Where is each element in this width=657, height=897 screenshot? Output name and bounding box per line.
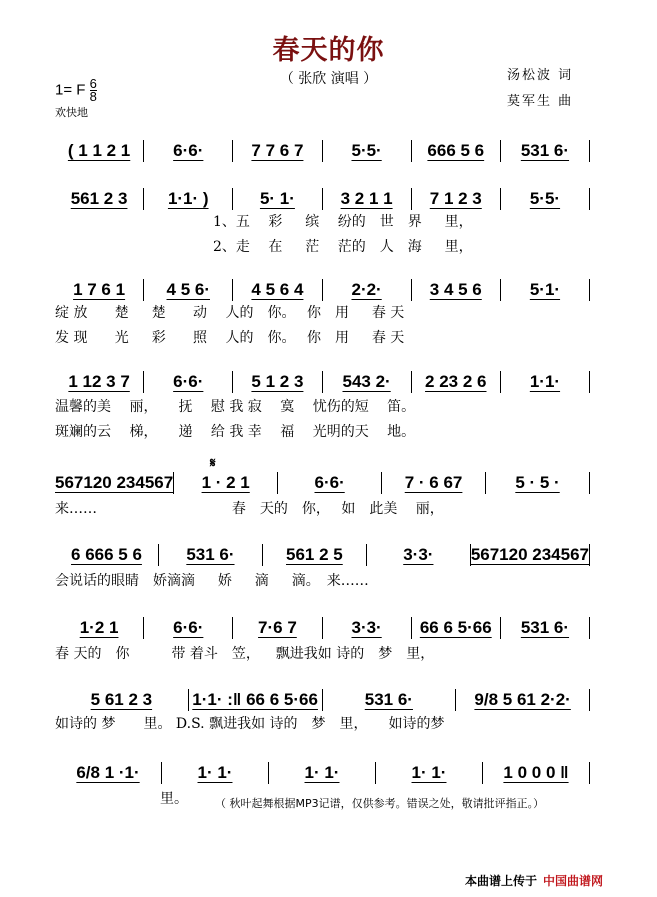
measure: 6·6· [173, 618, 204, 637]
song-title: 春天的你 [272, 35, 385, 66]
measure: 1· 1· [197, 763, 233, 782]
time-signature [90, 78, 97, 103]
time-bottom: 8 [89, 89, 97, 104]
lyric-line: 会说话的眼睛 娇滴滴 娇 滴 滴。 来…… [55, 573, 369, 589]
measure: 6·6· [173, 372, 204, 391]
measure: 1·1· ) [167, 189, 209, 208]
barline [589, 544, 590, 566]
lyric-line: 发 现 光 彩 照 人的 你。 你 用 春 天 [55, 330, 405, 346]
measure: 9/8 5 61 2·2· [474, 690, 571, 709]
measure: 6·6· [173, 141, 204, 160]
lyric-line: 2、走 在 茫 茫的 人 海 里， [213, 239, 473, 255]
lyric-line: 温馨的美 丽， 抚 慰 我 寂 寞 忧伤的短 笛。 [55, 399, 416, 415]
measure: 531 6· [364, 690, 413, 709]
measure: 1·1· :‖ 66 6 5·66 [192, 690, 318, 709]
measure: 6/8 1 ·1· [76, 763, 140, 782]
tempo-marking: 欢快地 [55, 106, 88, 119]
singer: （ 张欣 演唱 ） [279, 71, 378, 87]
measure: 3 4 5 6 [429, 280, 482, 299]
notation-row [55, 140, 590, 162]
measure: 7·6 7 [258, 618, 297, 637]
measure: 3·3· [403, 545, 434, 564]
measure: 1·2 1 [79, 618, 119, 637]
lyric-line: 春 天的 你 带 着斗 笠， 飘进我如 诗的 梦 里， [55, 646, 435, 662]
lyric-line: 斑斓的云 梯， 递 给 我 幸 福 光明的天 地。 [55, 424, 416, 440]
measure: 7 7 6 7 [251, 141, 304, 160]
measure: 5·1· [529, 280, 561, 299]
notation-row [55, 279, 590, 301]
barline [589, 689, 590, 711]
measure: 543 2· [342, 372, 391, 391]
barline [589, 140, 590, 162]
notation-row [55, 689, 590, 711]
measure: 5·5· [529, 189, 561, 208]
measure: 6 666 5 6 [71, 545, 142, 564]
measure: 4 5 6 4 [251, 280, 304, 299]
barline [589, 371, 590, 393]
notation-row [55, 188, 590, 210]
measure: 1 12 3 7 [68, 372, 130, 391]
measure: 531 6· [186, 545, 235, 564]
site-logo[interactable]: 中国曲谱网 [543, 874, 604, 888]
measure: 66 6 5·66 [419, 618, 492, 637]
lyric-line: 绽 放 楚 楚 动 人的 你。 你 用 春 天 [55, 305, 405, 321]
measure: 531 6· [520, 141, 570, 160]
measure: ( 1 1 2 1 [67, 141, 131, 160]
footnote: （ 秋叶起舞根据MP3记谱，仅供参考。错误之处，敬请批评指正。） [215, 797, 545, 810]
notation-row [55, 544, 590, 566]
barline [589, 472, 590, 494]
lyric-line: 1、五 彩 缤 纷的 世 界 里， [213, 214, 473, 230]
measure: 2 23 2 6 [425, 372, 487, 391]
footer-text: 本曲谱上传于 [465, 874, 538, 888]
measure: 5· 1· [259, 189, 295, 208]
notation-row [55, 762, 590, 784]
measure: 531 6· [520, 618, 570, 637]
lyric-line: 如诗的 梦 里。 D.S. 飘进我如 诗的 梦 里， 如诗的梦 [55, 716, 445, 732]
measure: 3·3· [351, 618, 382, 637]
notation-row [55, 371, 590, 393]
key-text: 1= F [55, 81, 86, 99]
notation-row [55, 472, 590, 494]
lyric-line: 来…… 春 天的 你， 如 此美 丽， [55, 501, 444, 517]
measure: 5 1 2 3 [251, 372, 304, 391]
lyricist: 汤松波 词 [507, 68, 574, 83]
key-signature [55, 78, 97, 103]
notation-row [55, 617, 590, 639]
lyric-line: 里。 [160, 791, 188, 807]
measure: 6·6· [314, 473, 345, 492]
barline [589, 762, 590, 784]
measure: 7 1 2 3 [429, 189, 482, 208]
measure: 1·1· [529, 372, 561, 391]
measure: 1· 1· [411, 763, 447, 782]
measure: 5·5· [351, 141, 382, 160]
measure: 567120 234567 [55, 473, 174, 492]
barline [589, 188, 590, 210]
composer: 莫军生 曲 [507, 94, 574, 109]
measure: 666 5 6 [427, 141, 485, 160]
measure: 2·2· [351, 280, 382, 299]
time-top: 6 [89, 76, 97, 91]
measure: 1 7 6 1 [73, 280, 126, 299]
measure: 561 2 5 [286, 545, 343, 564]
measure: 567120 234567 [470, 545, 589, 564]
measure: 5 · 5 · [515, 473, 560, 492]
measure: 561 2 3 [70, 189, 128, 208]
segno-sign: 𝄋 [210, 456, 216, 471]
measure: 3 2 1 1 [340, 189, 393, 208]
measure: 1 0 0 0 ‖ [503, 763, 569, 782]
measure: 5 61 2 3 [90, 690, 153, 709]
footer [465, 872, 603, 889]
measure: 4 5 6· [166, 280, 210, 299]
measure: 1 · 2 1 [201, 473, 250, 492]
measure: 7 · 6 67 [404, 473, 463, 492]
barline [589, 617, 590, 639]
barline [589, 279, 590, 301]
measure: 1· 1· [304, 763, 340, 782]
